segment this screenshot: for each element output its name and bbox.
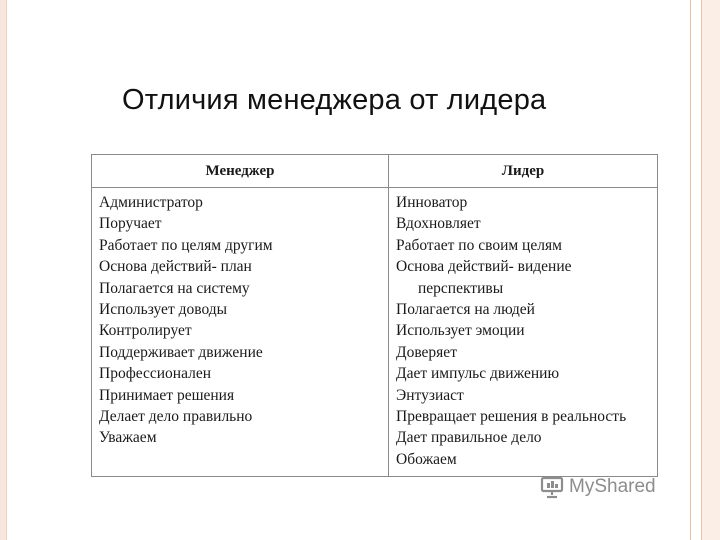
list-item: Использует доводы	[99, 301, 228, 319]
list-item: Контролирует	[99, 322, 192, 340]
manager-cell	[92, 188, 389, 477]
watermark-text: MyShared	[569, 476, 656, 497]
myshared-watermark[interactable]	[539, 474, 656, 500]
list-item: Дает правильное дело	[396, 429, 542, 447]
list-item: Поддерживает движение	[99, 343, 263, 361]
list-item: Доверяет	[396, 343, 457, 361]
list-item: Инноватор	[396, 194, 468, 211]
list-item: Профессионален	[99, 365, 212, 383]
slide-title: Отличия менеджера от лидера	[122, 84, 547, 116]
slide-frame-right-outer	[702, 0, 720, 540]
table-row	[92, 188, 658, 477]
header-manager: Менеджер	[92, 155, 389, 188]
slide-frame-right	[690, 0, 702, 540]
table-header-row	[92, 155, 658, 188]
list-item: Полагается на людей	[396, 301, 535, 319]
list-item: перспективы	[418, 279, 504, 297]
list-item: Основа действий- видение	[396, 258, 572, 276]
list-item: Превращает решения в реальность	[396, 408, 627, 426]
list-item: Администратор	[99, 194, 203, 211]
comparison-table	[91, 154, 658, 477]
list-item: Вдохновляет	[396, 215, 481, 233]
list-item: Энтузиаст	[396, 386, 464, 404]
list-item: Принимает решения	[99, 386, 235, 404]
list-item: Делает дело правильно	[99, 408, 253, 426]
list-item: Работает по своим целям	[396, 236, 562, 254]
list-item: Обожаем	[396, 450, 457, 468]
leader-cell	[389, 188, 658, 477]
list-item: Поручает	[99, 215, 162, 233]
slide-frame-left	[0, 0, 7, 540]
list-item: Использует эмоции	[396, 322, 525, 340]
list-item: Полагается на систему	[99, 279, 250, 297]
list-item: Уважаем	[99, 429, 157, 447]
list-item: Основа действий- план	[99, 258, 252, 276]
list-item: Работает по целям другим	[99, 236, 273, 254]
presentation-board-icon	[539, 474, 565, 500]
header-leader: Лидер	[389, 155, 658, 188]
list-item: Дает импульс движению	[396, 365, 560, 383]
